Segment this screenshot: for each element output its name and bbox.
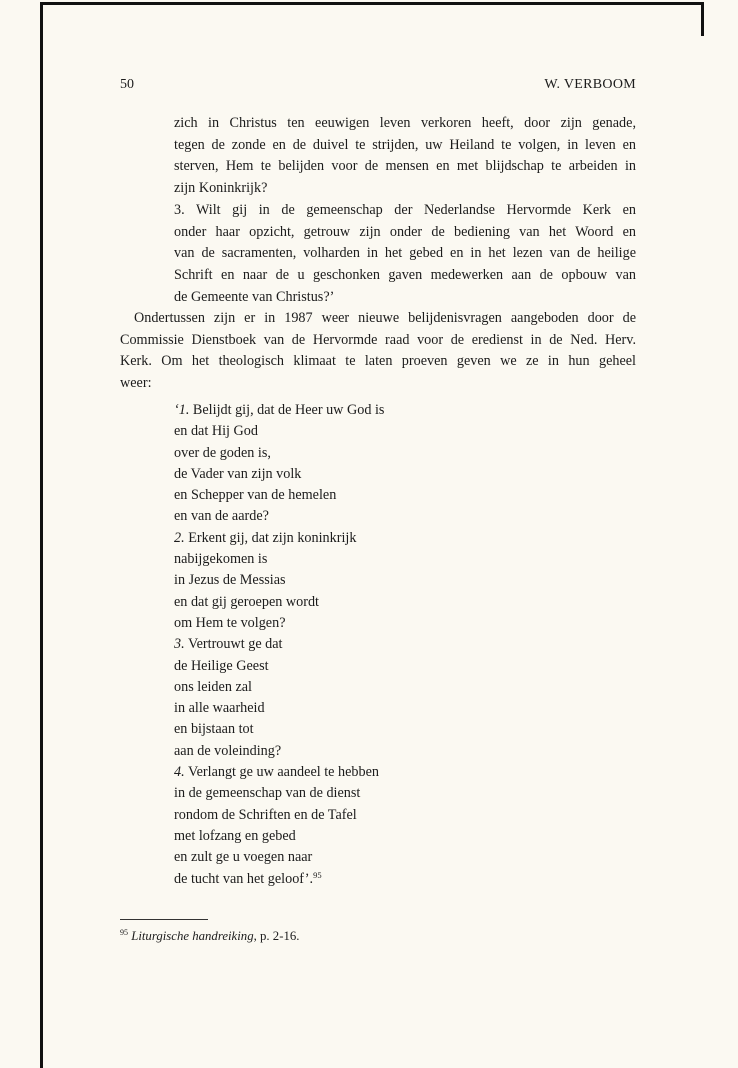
poem-line: de tucht van het geloof’. (174, 870, 314, 887)
text-line: Ondertussen zijn er in 1987 weer nieuwe belijdenisvragen aangeboden door de (134, 310, 636, 326)
question-3-first-line (174, 634, 384, 655)
text-line: tegen de zonde en de duivel te strijden, uw Heiland te volgen, in leven en (174, 136, 636, 153)
poem-line: en dat Hij God (174, 423, 258, 440)
text-line: 3. Wilt gij in de gemeenschap der Nederlandse Hervormde Kerk en (174, 201, 636, 218)
footnote-source-title: Liturgische handreiking (131, 929, 254, 943)
question-number: 3. (174, 636, 185, 653)
poem-line: in Jezus de Messias (174, 572, 286, 589)
poem-line: rondom de Schriften en de Tafel (174, 806, 357, 823)
text-line: onder haar opzicht, getrouw zijn onder de bediening van het Woord en (174, 223, 636, 240)
footnote (120, 929, 299, 944)
text-line: sterven, Hem te belijden voor de mensen en met blijdschap te arbeiden in (174, 158, 636, 175)
body-paragraph (120, 308, 636, 395)
text-line: zijn Koninkrijk? (174, 180, 268, 197)
poem-line: en Schepper van de hemelen (174, 487, 337, 504)
poem-line: over de goden is, (174, 444, 271, 461)
opening-quote: ‘ (174, 402, 179, 418)
poem-line: nabijgekomen is (174, 551, 268, 568)
text-line: Kerk. Om het theologisch klimaat te laten proeven geven we ze in hun geheel (120, 353, 636, 370)
poem-line: de Heilige Geest (174, 657, 269, 674)
poem-line: en van de aarde? (174, 508, 269, 525)
poem-line: de Vader van zijn volk (174, 465, 302, 482)
poem-line: ons leiden zal (174, 678, 253, 695)
footnote-pages: , p. 2-16. (253, 929, 300, 943)
question-1-first-line (174, 400, 384, 421)
running-head: W. VERBOOM (544, 77, 636, 92)
scan-border-left (40, 2, 43, 1068)
poem-line: en dat gij geroepen wordt (174, 593, 319, 610)
poem-line: in de gemeenschap van de dienst (174, 785, 361, 802)
question-text: Vertrouwt ge dat (187, 636, 283, 653)
text-line: Schrift en naar de u geschonken gaven medewerken aan de opbouw van (174, 266, 636, 283)
question-2-first-line (174, 528, 384, 549)
poem-line: en zult ge u voegen naar (174, 849, 313, 866)
poem-line: om Hem te volgen? (174, 614, 286, 631)
poem-line: met lofzang en gebed (174, 827, 296, 844)
text-line: van de sacramenten, volharden in het gebed en in het lezen van de heilige (174, 245, 636, 262)
scan-border-top (40, 2, 704, 5)
text-line: zich in Christus ten eeuwigen leven verkoren heeft, door zijn genade, (174, 115, 636, 131)
poem-line: aan de voleinding? (174, 742, 282, 759)
question-text: Erkent gij, dat zijn koninkrijk (188, 529, 357, 546)
text-line: de Gemeente van Christus?’ (174, 288, 335, 305)
footnote-rule (120, 919, 208, 920)
text-line: weer: (120, 375, 152, 392)
poem-line: in alle waarheid (174, 700, 265, 717)
poem-final-line (174, 869, 384, 890)
question-text: Belijdt gij, dat de Heer uw God is (192, 402, 385, 418)
page-number: 50 (120, 77, 134, 92)
new-confession-questions (174, 400, 384, 890)
question-number: 2. (174, 529, 185, 546)
question-number: 1. (178, 402, 190, 418)
question-text: Verlangt ge uw aandeel te hebben (187, 764, 379, 781)
quoted-confession-questions (174, 113, 636, 308)
footnote-reference[interactable]: 95 (313, 869, 322, 880)
question-4-first-line (174, 762, 384, 783)
footnote-number: 95 (120, 928, 128, 937)
text-line: Commissie Dienstboek van de Hervormde raad voor de eredienst in de Ned. Herv. (120, 331, 636, 348)
scan-border-right (701, 2, 704, 36)
question-number: 4. (174, 764, 185, 781)
poem-line: en bijstaan tot (174, 721, 254, 738)
